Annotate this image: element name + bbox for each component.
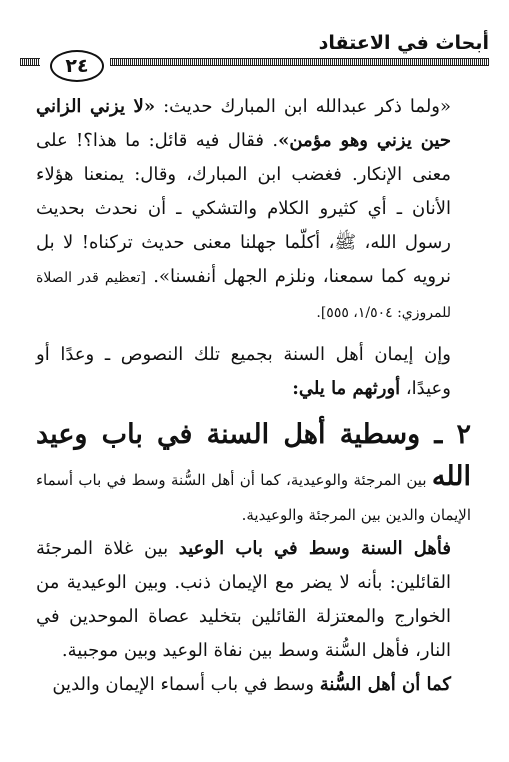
paragraph-names [36, 668, 471, 702]
hadith-text: «لا يزني الزاني حين يزني وهو مؤمن» [36, 96, 451, 151]
quote-body: . فقال فيه قائل: ما هذا؟! على معنى الإنكار. فغضب ابن المبارك، وقال: يمنعنا هؤلاء الأنان ـ أي كثيرو الكلام والتشكي ـ أن نحدث بحديث رسول الله، ﷺ، أكلّما جهلنا معنى حديث تركناه! لا بل نرويه كما سمعنا، ونلزم الجهل أنفسنا». [36, 130, 452, 287]
paragraph-section-2 [36, 414, 471, 532]
page-content [36, 90, 471, 702]
paragraph-result [36, 338, 471, 406]
header-title: أبحاث في الاعتقاد [318, 32, 489, 54]
result-text: وإن إيمان أهل السنة بجميع تلك النصوص ـ وعدًا أو وعيدًا، [36, 344, 451, 399]
quote-intro: «ولما ذكر عبدالله ابن المبارك حديث: [155, 96, 452, 117]
wait-bold: فأهل السنة وسط في باب الوعيد [178, 538, 451, 559]
names-bold: كما أن أهل السُّنة [319, 674, 451, 695]
names-text: وسط في باب أسماء الإيمان والدين [52, 674, 320, 695]
page-number: ٢٤ [50, 50, 104, 82]
citation: [تعظيم قدر الصلاة للمروزي: ١/٥٠٤، ٥٥٥]. [36, 270, 451, 321]
result-bold: أورثهم ما يلي: [292, 378, 401, 399]
wait-text: بين غلاة المرجئة القائلين: بأنه لا يضر مع الإيمان ذنب. وبين الوعيدية من الخوارج والمعتزلة القائلين بتخليد عصاة الموحدين في النار، فأهل السُّنة وسط بين نفاة الوعيد وبين موجبية. [36, 538, 451, 661]
spacer [36, 330, 471, 338]
section-heading-tail: بين المرجئة والوعيدية، كما أن أهل السُّنة وسط في باب أسماء الإيمان والدين بين المرجئة والوعيدية. [36, 471, 471, 524]
paragraph-quote [36, 90, 471, 330]
spacer [36, 406, 471, 414]
paragraph-wait-middle [36, 532, 471, 668]
section-heading: ٢ ـ وسطية أهل السنة في باب وعيد الله [36, 419, 471, 492]
